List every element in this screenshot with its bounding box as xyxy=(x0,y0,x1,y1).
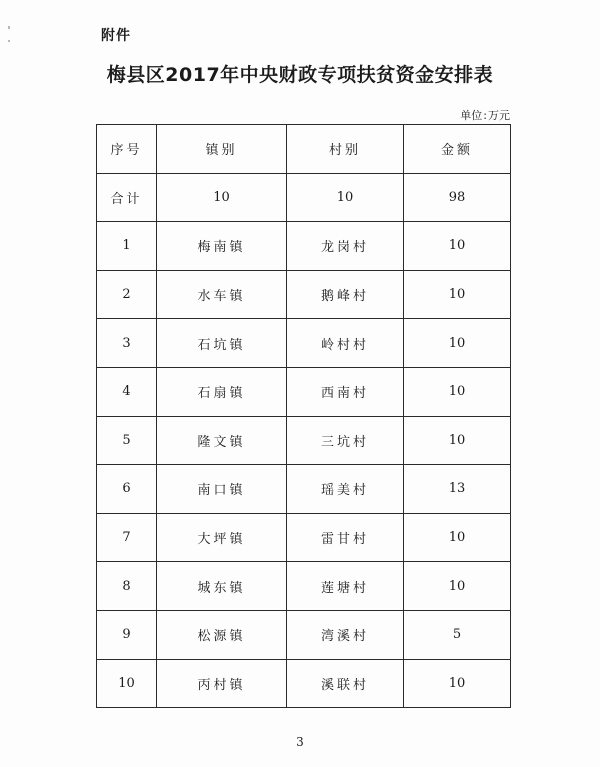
row-village: 溪联村 xyxy=(287,659,404,708)
unit-separator: : xyxy=(483,109,487,122)
total-villages: 10 xyxy=(287,173,404,222)
row-amount: 10 xyxy=(404,416,511,465)
table-row xyxy=(97,465,511,514)
row-town: 松源镇 xyxy=(157,610,287,659)
table-row xyxy=(97,319,511,368)
document-title: 梅县区2017年中央财政专项扶贫资金安排表 xyxy=(106,64,494,86)
row-number: 3 xyxy=(97,319,157,368)
row-town: 石坑镇 xyxy=(157,319,287,368)
row-number: 5 xyxy=(97,416,157,465)
table-row xyxy=(97,367,511,416)
unit-label: 单位 xyxy=(460,109,483,122)
row-amount: 10 xyxy=(404,222,511,271)
page-number: 3 xyxy=(296,735,304,749)
row-number: 8 xyxy=(97,562,157,611)
row-town: 南口镇 xyxy=(157,465,287,514)
header-town: 镇别 xyxy=(157,125,287,174)
table-row xyxy=(97,562,511,611)
total-label: 合计 xyxy=(97,173,157,222)
row-amount: 10 xyxy=(404,513,511,562)
scan-mark xyxy=(8,26,10,29)
scan-mark xyxy=(8,40,10,42)
row-amount: 13 xyxy=(404,465,511,514)
row-amount: 5 xyxy=(404,610,511,659)
header-no: 序号 xyxy=(97,125,157,174)
row-town: 水车镇 xyxy=(157,270,287,319)
row-town: 丙村镇 xyxy=(157,659,287,708)
row-amount: 10 xyxy=(404,659,511,708)
table-row xyxy=(97,610,511,659)
row-number: 10 xyxy=(97,659,157,708)
total-towns: 10 xyxy=(157,173,287,222)
table-header-row xyxy=(97,125,511,174)
table-row xyxy=(97,270,511,319)
table-row xyxy=(97,222,511,271)
row-town: 大坪镇 xyxy=(157,513,287,562)
row-village: 鹅峰村 xyxy=(287,270,404,319)
row-town: 石扇镇 xyxy=(157,367,287,416)
row-amount: 10 xyxy=(404,270,511,319)
funds-table xyxy=(96,124,511,708)
row-number: 1 xyxy=(97,222,157,271)
row-town: 城东镇 xyxy=(157,562,287,611)
row-village: 瑶美村 xyxy=(287,465,404,514)
row-number: 2 xyxy=(97,270,157,319)
row-village: 三坑村 xyxy=(287,416,404,465)
row-village: 莲塘村 xyxy=(287,562,404,611)
row-village: 雷甘村 xyxy=(287,513,404,562)
row-village: 湾溪村 xyxy=(287,610,404,659)
row-town: 梅南镇 xyxy=(157,222,287,271)
table-row xyxy=(97,416,511,465)
row-village: 龙岗村 xyxy=(287,222,404,271)
unit-note xyxy=(460,107,510,123)
row-number: 4 xyxy=(97,367,157,416)
total-row xyxy=(97,173,511,222)
row-village: 西南村 xyxy=(287,367,404,416)
header-village: 村别 xyxy=(287,125,404,174)
row-number: 9 xyxy=(97,610,157,659)
row-village: 岭村村 xyxy=(287,319,404,368)
unit-value: 万元 xyxy=(488,109,510,122)
row-number: 7 xyxy=(97,513,157,562)
attachment-label: 附件 xyxy=(101,28,131,44)
row-town: 隆文镇 xyxy=(157,416,287,465)
header-amount: 金额 xyxy=(404,125,511,174)
table-row xyxy=(97,513,511,562)
row-amount: 10 xyxy=(404,562,511,611)
row-amount: 10 xyxy=(404,319,511,368)
total-amount: 98 xyxy=(404,173,511,222)
row-number: 6 xyxy=(97,465,157,514)
table-row xyxy=(97,659,511,708)
row-amount: 10 xyxy=(404,367,511,416)
